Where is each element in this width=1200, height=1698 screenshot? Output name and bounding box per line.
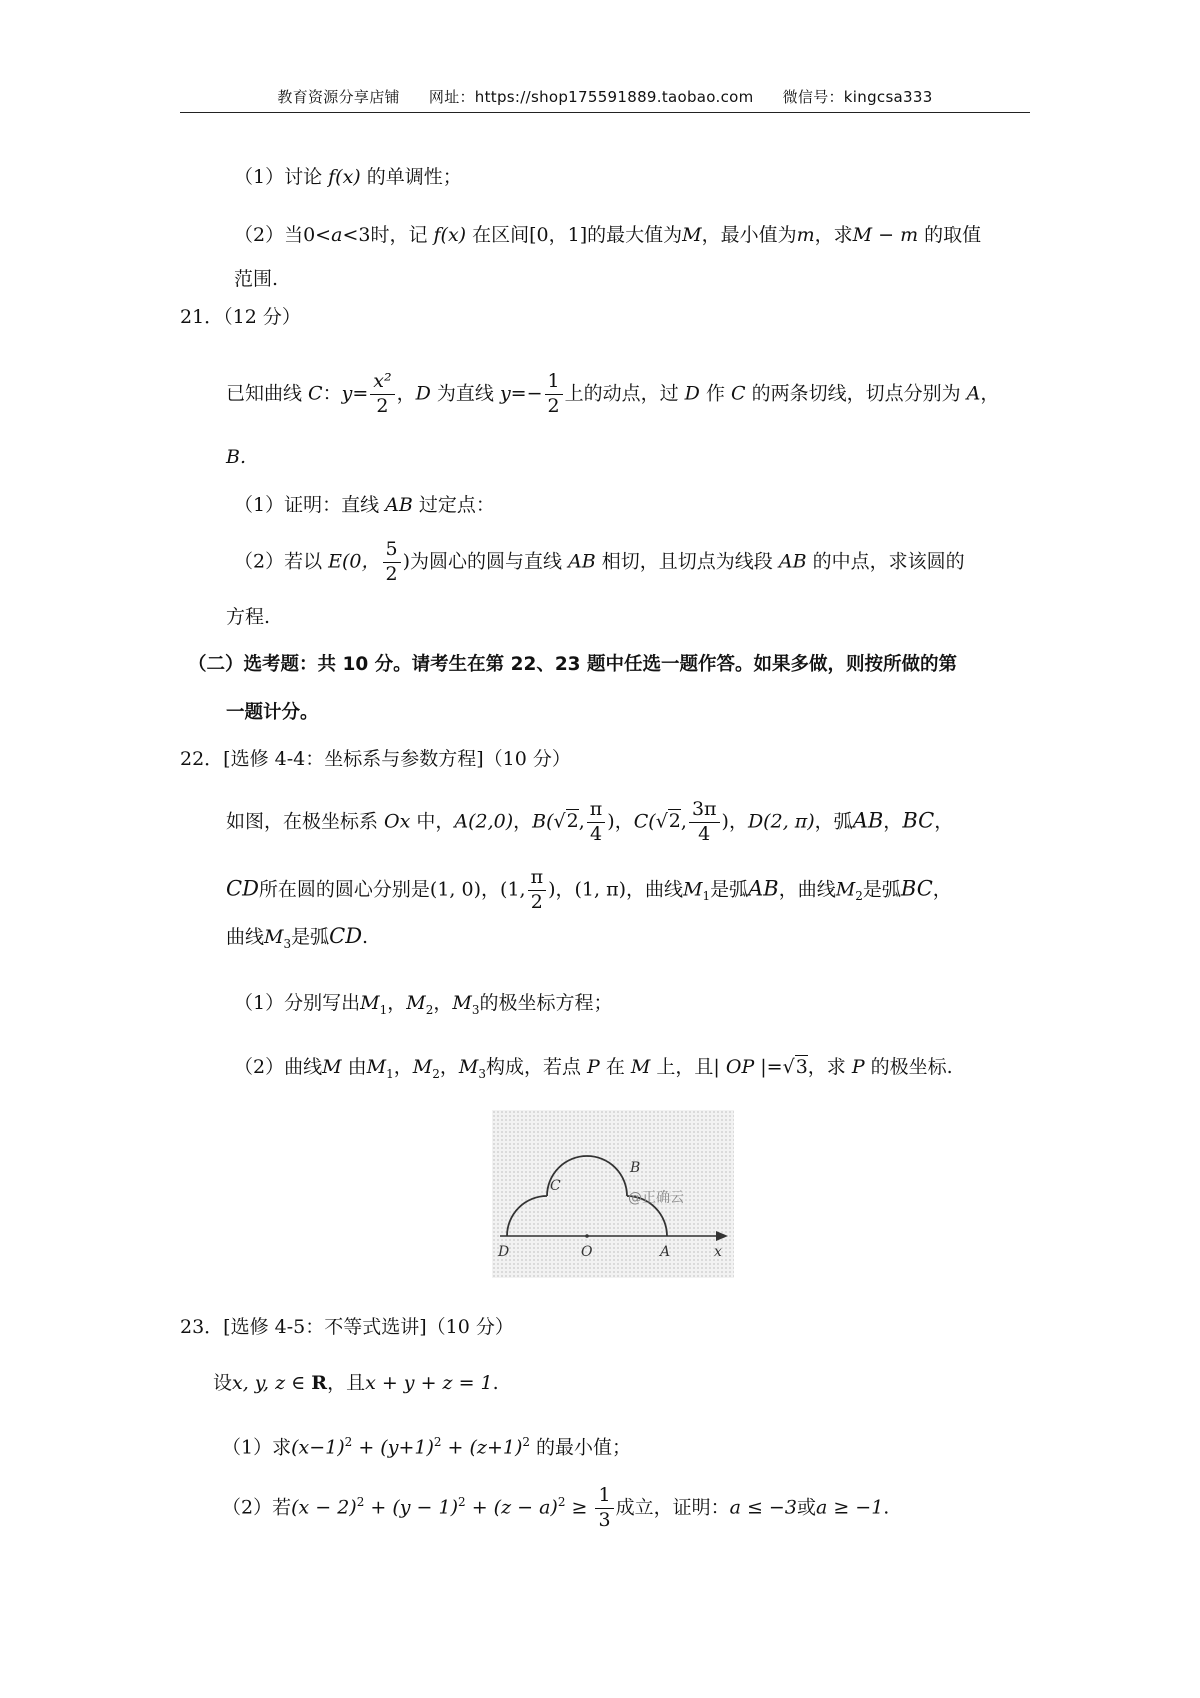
- label-D: D: [498, 1244, 510, 1260]
- label-A: A: [660, 1244, 671, 1260]
- is-arc-1: 是弧: [710, 878, 749, 901]
- q20-p2-a: （2）当0<: [234, 224, 332, 246]
- q23-R: R: [311, 1372, 328, 1394]
- var-Ox: Ox: [384, 810, 411, 833]
- var-D-2: D: [684, 382, 700, 405]
- q23-stem: [213, 1374, 499, 1393]
- arc-CD-2: CD: [329, 924, 363, 948]
- q23-frac-num: 1: [595, 1486, 613, 1509]
- var-A: A: [966, 382, 981, 405]
- frac3-num: 5: [383, 540, 401, 563]
- q22-p2-c: 构成，若点: [485, 1056, 588, 1078]
- q20-part2-wrap: 范围.: [234, 268, 279, 290]
- q21-p2-b: )为圆心的圆与直线: [402, 550, 569, 573]
- q22-l2-c: ，曲线: [778, 878, 836, 901]
- q21-p2-c: 相切，且切点为线段: [595, 550, 779, 573]
- frac-pi: π: [587, 800, 606, 823]
- origin-dot: [585, 1234, 589, 1238]
- q22-p2-a: （2）曲线: [234, 1056, 323, 1078]
- q20-p2-d: ，最小值为: [701, 224, 797, 246]
- frac-3pi: 3π: [689, 800, 720, 823]
- sub-3: 3: [283, 936, 292, 951]
- header-divider: [180, 112, 1030, 113]
- p2-M2: M: [412, 1056, 433, 1078]
- center-1: (1, 0): [429, 878, 482, 901]
- var-AB-2: AB: [568, 550, 596, 573]
- q21-stem-h: ，: [980, 382, 1000, 405]
- q22-l2-a: 所在圆的圆心分别是: [258, 878, 430, 901]
- q23-p2-expr-a: (x − 2): [291, 1496, 357, 1519]
- sep-4: ，: [883, 810, 903, 833]
- sep-2: ，: [614, 810, 634, 833]
- q21-y-eq2: y=−: [499, 382, 543, 405]
- q23-p2-sq-1: 2: [356, 1495, 365, 1510]
- point-B-pre: B(: [532, 810, 554, 833]
- shop-name: 教育资源分享店铺: [277, 88, 400, 106]
- q20-fx: f(x): [328, 166, 361, 188]
- p1-M2: M: [406, 992, 426, 1014]
- q22-heading: 22．[选修 4-4：坐标系与参数方程]（10 分）: [180, 748, 571, 770]
- shop-url: 网址：https://shop175591889.taobao.com: [428, 88, 754, 106]
- sep-1: ，: [513, 810, 533, 833]
- polar-figure: [492, 1110, 734, 1278]
- arc-CD: CD: [226, 876, 259, 901]
- q23-p1-b: 的最小值；: [530, 1436, 632, 1459]
- sub-1: 1: [702, 889, 711, 904]
- frac2-den: 2: [547, 394, 560, 417]
- frac-num: x²: [370, 372, 394, 395]
- section2-line1: （二）选考题：共 10 分。请考生在第 22、23 题中任选一题作答。如果多做，则按所做的第: [188, 654, 957, 675]
- q23-in: ∈: [285, 1372, 312, 1394]
- q22-line3: [226, 926, 368, 950]
- p2-sub-1: 1: [386, 1066, 394, 1081]
- fraction-1-over-3: [595, 1486, 613, 1531]
- q22-l2-b: ，曲线: [626, 878, 684, 901]
- q22-p1: （1）分别写出: [234, 992, 361, 1014]
- q23-ineq-1: a ≤ −3: [729, 1496, 797, 1519]
- center-2-pre: (1,: [500, 878, 526, 901]
- label-B: B: [630, 1160, 641, 1176]
- q23-part2: [222, 1486, 889, 1531]
- p1-M1: M: [360, 992, 380, 1014]
- fraction-pi-over-4: [587, 800, 606, 845]
- arc-AB: AB: [852, 808, 884, 833]
- p2-comma-1: ，: [393, 1056, 413, 1078]
- q22-p2-f: ，求: [807, 1056, 852, 1078]
- close-1: ): [607, 810, 615, 833]
- point-A: A(2,0): [454, 810, 514, 833]
- q20-part1: [234, 168, 462, 187]
- abs-OP: | OP |=: [713, 1056, 783, 1078]
- q23-vars: x, y, z: [232, 1372, 286, 1394]
- q20-p2-c: 在区间[0，1]的最大值为: [466, 224, 683, 246]
- q22-p2-g: 的极坐标.: [864, 1056, 953, 1078]
- page-header: [180, 86, 1030, 107]
- q21-stem-e: 上的动点，过: [564, 382, 685, 405]
- is-arc-3: 是弧: [291, 926, 330, 948]
- q21-part2: [234, 540, 965, 585]
- q23-ineq-2: a ≥ −1: [815, 1496, 884, 1519]
- sqrt-3: 3: [795, 1056, 808, 1078]
- arc-AB-2: AB: [748, 876, 779, 901]
- label-O: O: [581, 1244, 593, 1260]
- q22-l1-b: 中，: [410, 810, 455, 833]
- label-C: C: [550, 1178, 561, 1194]
- q23-p1-a: （1）求: [222, 1436, 292, 1459]
- sep-7: ，: [555, 878, 575, 901]
- p2-comma-2: ，: [439, 1056, 459, 1078]
- q20-p1-text: （1）讨论: [234, 166, 329, 188]
- frac2-num: 1: [545, 372, 563, 395]
- center-3: (1, π): [574, 878, 626, 901]
- var-C: C: [308, 382, 323, 405]
- q20-var-a: a: [331, 224, 343, 246]
- q21-p2-a: （2）若以: [234, 550, 329, 573]
- q20-p2-e: ，求: [814, 224, 853, 246]
- q23-stem-a: 设: [213, 1372, 233, 1394]
- var-C-2: C: [731, 382, 746, 405]
- q21-stem-wrap: B.: [226, 446, 247, 468]
- q22-p2-b: 由: [341, 1056, 367, 1078]
- q23-sq-2: 2: [433, 1435, 442, 1449]
- q21-p2-d: 的中点，求该圆的: [806, 550, 965, 573]
- q23-frac-den: 3: [598, 1508, 611, 1531]
- sep-8: ，: [932, 878, 952, 901]
- p2-M-b: M: [630, 1056, 651, 1078]
- q20-p1-end: 的单调性；: [360, 166, 462, 188]
- fraction-3pi-over-4: [689, 800, 720, 845]
- arc-BC-2: BC: [900, 876, 933, 901]
- q22-p2-e: 上，且: [650, 1056, 714, 1078]
- p1-comma-1: ，: [387, 992, 407, 1014]
- var-M3: M: [264, 926, 284, 948]
- p2-M1: M: [366, 1056, 387, 1078]
- q23-p2-expr-b: + (y − 1): [364, 1496, 459, 1519]
- q21-stem-c: ，: [396, 382, 416, 405]
- q21-part2-wrap: 方程.: [226, 606, 271, 628]
- arc-label: ，弧: [814, 810, 853, 833]
- var-AB: AB: [385, 494, 413, 516]
- q21-p1-a: （1）证明：直线: [234, 494, 386, 516]
- q21-stem-g: 的两条切线，切点分别为: [745, 382, 967, 405]
- var-AB-3: AB: [778, 550, 807, 573]
- q20-fx-2: f(x): [433, 224, 467, 246]
- q22-p1-end: 的极坐标方程；: [479, 992, 613, 1014]
- q23-p2-end: .: [883, 1496, 890, 1519]
- q21-heading: 21．（12 分）: [180, 306, 301, 328]
- var-D: D: [415, 382, 431, 405]
- p2-sub-2: 2: [432, 1066, 440, 1081]
- var-P-2: P: [851, 1056, 865, 1078]
- figure-watermark: @正确云: [628, 1190, 684, 1206]
- frac3-den: 2: [385, 562, 398, 585]
- q23-stem-end: .: [492, 1372, 499, 1394]
- point-D: D(2, π): [747, 810, 815, 833]
- q20-var-M: M: [682, 224, 702, 246]
- sub-2: 2: [855, 889, 863, 904]
- q21-stem: [226, 372, 999, 417]
- fraction-1-over-2: [545, 372, 563, 417]
- arc-BC: BC: [902, 808, 935, 833]
- q22-line2: [226, 868, 952, 913]
- q22-part2: （2）曲线M 由$M_1$，$M_2$，$M_3$构成，若点 P 在 M 上，且| OP |=√3，求 P 的极坐标.: [234, 1056, 953, 1081]
- close-3: ): [548, 878, 556, 901]
- sep-6: ，: [481, 878, 501, 901]
- var-P: P: [587, 1056, 600, 1078]
- arc-CD-curve: [507, 1196, 547, 1236]
- q23-or: 或: [796, 1496, 816, 1519]
- q23-p2-b: 成立，证明：: [615, 1496, 730, 1519]
- sqrt-2: 2: [566, 810, 579, 833]
- fraction-pi-over-2: [528, 868, 547, 913]
- q21-stem-a: 已知曲线: [226, 382, 309, 405]
- q20-part2: [234, 226, 981, 245]
- p2-M3: M: [458, 1056, 479, 1078]
- frac-den: 2: [376, 394, 389, 417]
- q20-p2-f: 的取值: [918, 224, 982, 246]
- q22-l3-end: .: [362, 926, 369, 948]
- q22-l1-a: 如图，在极坐标系: [226, 810, 385, 833]
- sep-3: ，: [728, 810, 748, 833]
- sep-5: ，: [934, 810, 954, 833]
- q23-sum: x + y + z = 1: [365, 1372, 493, 1394]
- frac-pi-2: π: [528, 868, 547, 891]
- sqrt-2-b: 2: [668, 810, 681, 833]
- q20-expr: M − m: [852, 224, 919, 246]
- frac-4: 4: [590, 822, 603, 845]
- q21-p1-b: 过定点：: [412, 494, 495, 516]
- frac-2: 2: [530, 890, 543, 913]
- q20-p2-b: <3时，记: [342, 224, 434, 246]
- q23-p2-sq-3: 2: [557, 1495, 566, 1510]
- q23-part1: [222, 1436, 631, 1457]
- var-E: E(0，: [328, 550, 381, 573]
- q21-stem-d: 为直线: [430, 382, 500, 405]
- q23-p2-sq-2: 2: [458, 1495, 466, 1510]
- frac-4-b: 4: [698, 822, 711, 845]
- var-M1: M: [683, 878, 703, 901]
- q21-stem-b: ：: [322, 382, 342, 405]
- q21-stem-f: 作: [699, 382, 731, 405]
- q23-p2-a: （2）若: [222, 1496, 292, 1519]
- x-axis-arrow: [716, 1231, 728, 1241]
- p1-sub-2: 2: [425, 1002, 434, 1017]
- p2-sub-3: 3: [478, 1066, 486, 1081]
- q23-p2-expr-c: + (z − a): [465, 1496, 558, 1519]
- q20-var-m: m: [796, 224, 815, 246]
- fraction-x2-over-2: [370, 372, 394, 417]
- q23-sq-1: 2: [344, 1435, 353, 1449]
- q23-p1-expr-c: + (z+1): [441, 1436, 523, 1459]
- wechat-id: 微信号：kingcsa333: [782, 88, 933, 106]
- polar-figure-svg: [492, 1110, 734, 1278]
- q23-stem-b: ，且: [327, 1372, 366, 1394]
- p1-sub-3: 3: [471, 1002, 480, 1017]
- q22-p2-d: 在: [599, 1056, 631, 1078]
- q21-y-eq: y=: [341, 382, 369, 405]
- q21-part1: [234, 496, 495, 515]
- q23-sq-3: 2: [522, 1435, 530, 1449]
- p1-M3: M: [452, 992, 472, 1014]
- q22-part1: [234, 994, 612, 1016]
- q23-p1-expr-a: (x−1): [291, 1436, 345, 1459]
- section2-line2: 一题计分。: [226, 702, 319, 723]
- fraction-5-over-2: [383, 540, 401, 585]
- p2-M: M: [322, 1056, 342, 1078]
- point-C-pre: C(: [633, 810, 656, 833]
- q22-l3-a: 曲线: [226, 926, 265, 948]
- label-x: x: [714, 1244, 722, 1260]
- var-M2: M: [835, 878, 856, 901]
- q23-heading: 23．[选修 4-5：不等式选讲]（10 分）: [180, 1316, 514, 1338]
- q23-p1-expr-b: + (y+1): [352, 1436, 434, 1459]
- p1-comma-2: ，: [433, 992, 453, 1014]
- is-arc-2: 是弧: [862, 878, 901, 901]
- q23-geq: ≥: [565, 1496, 594, 1519]
- close-2: ): [721, 810, 729, 833]
- q22-line1: 如图，在极坐标系 Ox 中，A(2,0)，B(√2, $\frac{\pi}{4}$ )，C(√2, $\frac{3\pi}{4}$ )，D(2, π)，弧AB，BC，: [226, 798, 954, 845]
- p1-sub-1: 1: [379, 1002, 388, 1017]
